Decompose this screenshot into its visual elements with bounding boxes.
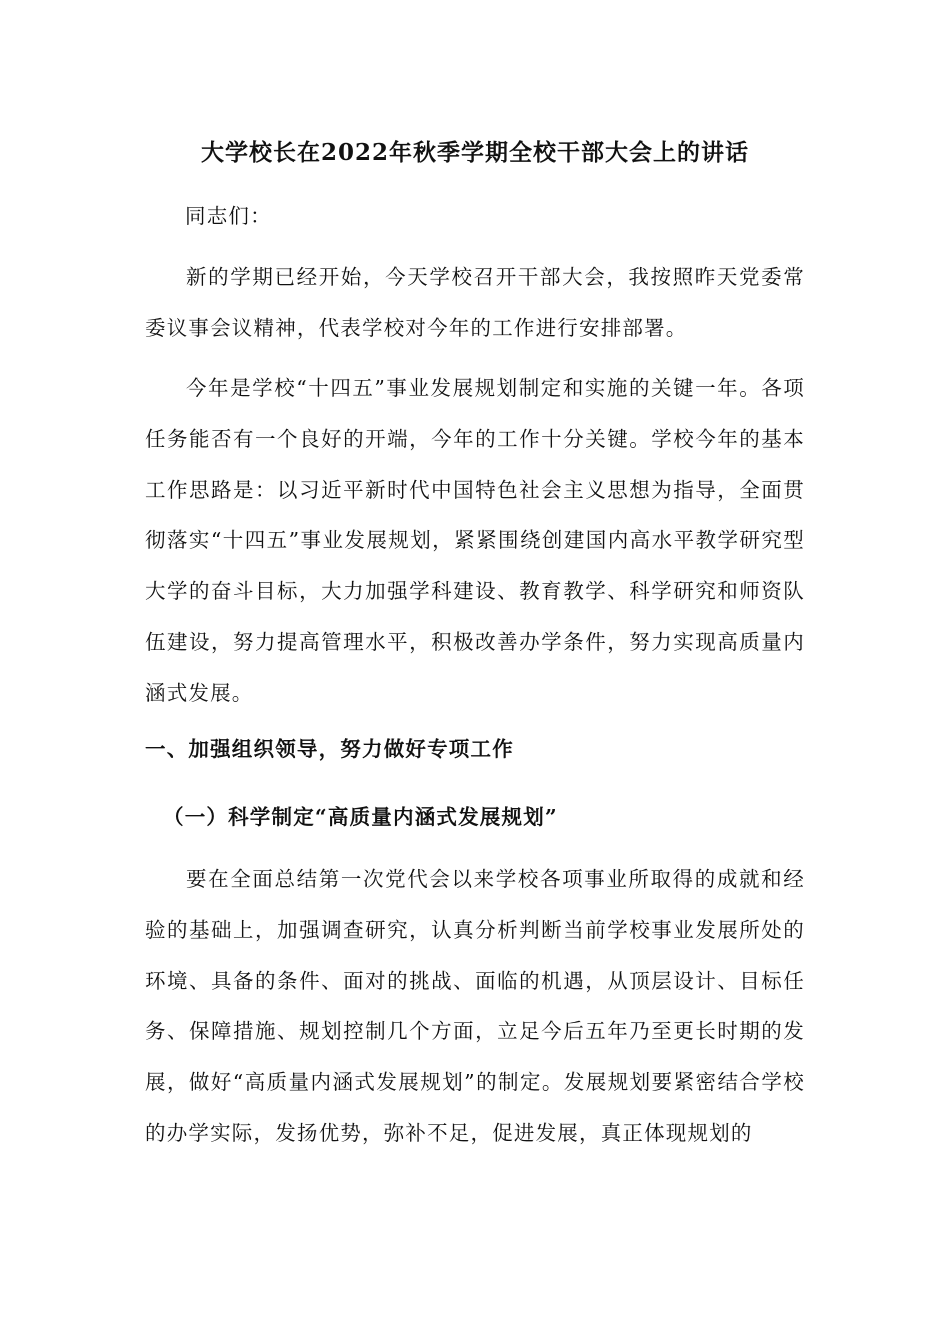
document-title: 大学校长在2022年秋季学期全校干部大会上的讲话 — [200, 139, 749, 166]
paragraph-intro: 新的学期已经开始，今天学校召开干部大会，我按照昨天党委常委议事会议精神，代表学校对今年的工作进行安排部署。 — [145, 265, 805, 340]
paragraph-work-plan: 今年是学校“十四五”事业发展规划制定和实施的关键一年。各项任务能否有一个良好的开端，今年的工作十分关键。学校今年的基本工作思路是：以习近平新时代中国特色社会主义思想为指导，全面贯彻落实“十四五”事业发展规划，紧紧围绕创建国内高水平教学研究型大学的奋斗目标，大力加强学科建设、教育教学、科学研究和师资队伍建设，努力提高管理水平，积极改善办学条件，努力实现高质量内涵式发展。 — [145, 376, 805, 705]
subsection-heading: （一）科学制定“高质量内涵式发展规划” — [163, 805, 558, 829]
section-heading: 一、加强组织领导，努力做好专项工作 — [145, 737, 514, 761]
salutation: 同志们： — [185, 204, 272, 228]
paragraph-body: 要在全面总结第一次党代会以来学校各项事业所取得的成就和经验的基础上，加强调查研究，认真分析判断当前学校事业发展所处的环境、具备的条件、面对的挑战、面临的机遇，从顶层设计、目标任务、保障措施、规划控制几个方面，立足今后五年乃至更长时期的发展，做好“高质量内涵式发展规划”的制定。发展规划要紧密结合学校的办学实际，发扬优势，弥补不足，促进发展，真正体现规划的 — [145, 867, 805, 1145]
